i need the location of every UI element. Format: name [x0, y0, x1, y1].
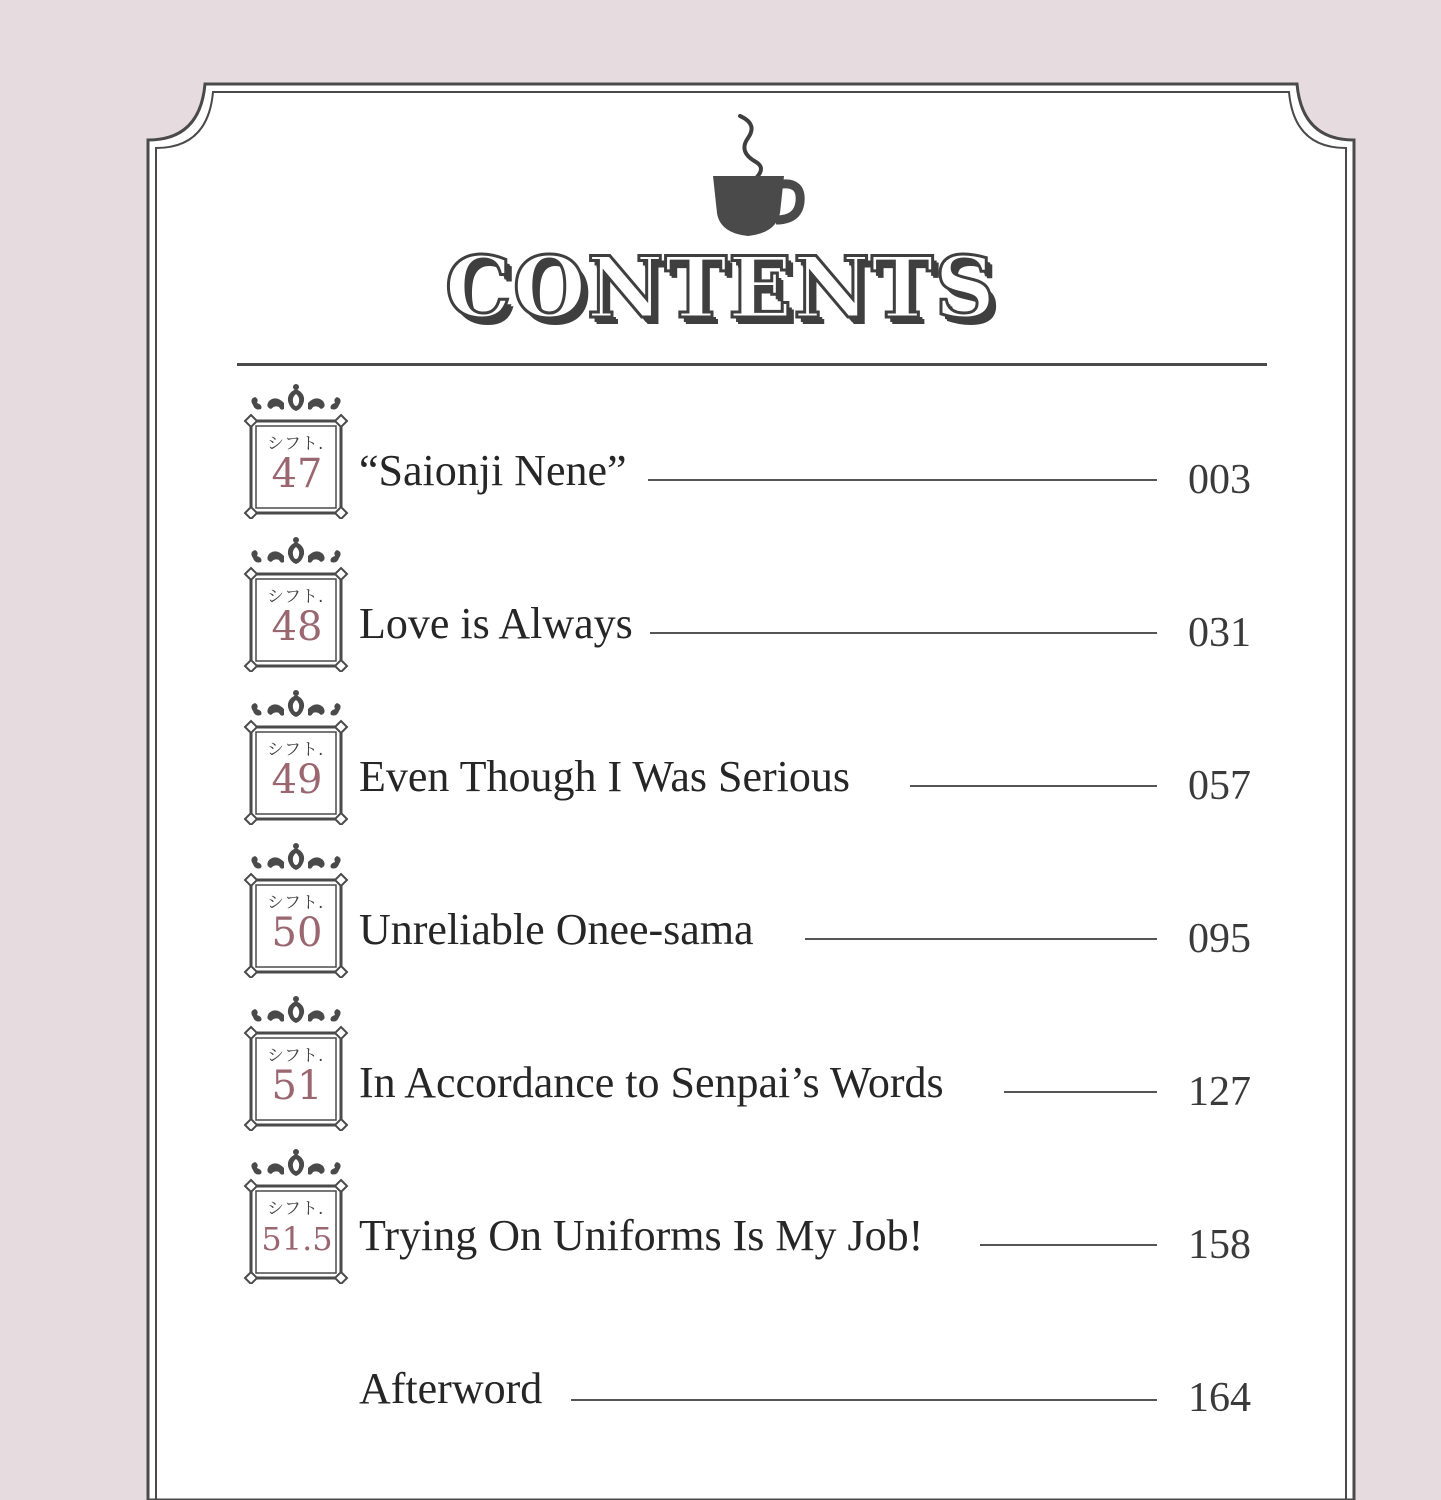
toc-entry[interactable]	[0, 536, 1441, 686]
page-number: 095	[1188, 916, 1251, 962]
toc-entry[interactable]	[0, 1148, 1441, 1298]
page-number: 003	[1188, 457, 1251, 503]
chapter-number: 49	[271, 757, 323, 803]
chapter-title: Love is Always	[359, 599, 633, 648]
shift-label: シフト.	[267, 893, 324, 913]
chapter-title: “Saionji Nene”	[359, 446, 627, 495]
leader-line	[805, 938, 1157, 940]
shift-label: シフト.	[267, 1199, 324, 1219]
toc-entry-afterword[interactable]	[0, 1301, 1441, 1451]
afterword-title: Afterword	[359, 1364, 543, 1413]
toc-entry[interactable]	[0, 995, 1441, 1145]
page-number: 031	[1188, 610, 1251, 656]
chapter-number: 51	[271, 1063, 323, 1109]
chapter-title: In Accordance to Senpai’s Words	[359, 1058, 944, 1107]
chapter-number: 47	[271, 451, 323, 497]
chapter-title: Trying On Uniforms Is My Job!	[359, 1211, 924, 1260]
chapter-number: 50	[271, 910, 323, 956]
contents-heading: CONTENTS	[444, 238, 997, 337]
shift-label: シフト.	[267, 740, 324, 760]
chapter-title: Unreliable Onee-sama	[359, 905, 754, 954]
leader-line	[571, 1399, 1157, 1401]
page-number: 057	[1188, 763, 1251, 809]
chapter-number: 48	[271, 604, 323, 650]
page-number: 158	[1188, 1222, 1251, 1268]
leader-line	[648, 479, 1157, 481]
chapter-title: Even Though I Was Serious	[359, 752, 851, 801]
page-number: 127	[1188, 1069, 1251, 1115]
toc-entry[interactable]	[0, 383, 1441, 533]
leader-line	[910, 785, 1157, 787]
toc-entry[interactable]	[0, 689, 1441, 839]
shift-label: シフト.	[267, 434, 324, 454]
toc-entry[interactable]	[0, 842, 1441, 992]
leader-line	[980, 1244, 1157, 1246]
leader-line	[1004, 1091, 1157, 1093]
coffee-cup-icon	[700, 108, 810, 243]
afterword-page-number: 164	[1188, 1375, 1251, 1421]
chapter-number: 51.5	[261, 1220, 333, 1258]
shift-label: シフト.	[267, 1046, 324, 1066]
shift-label: シフト.	[267, 587, 324, 607]
heading-divider	[237, 363, 1267, 366]
leader-line	[650, 632, 1157, 634]
